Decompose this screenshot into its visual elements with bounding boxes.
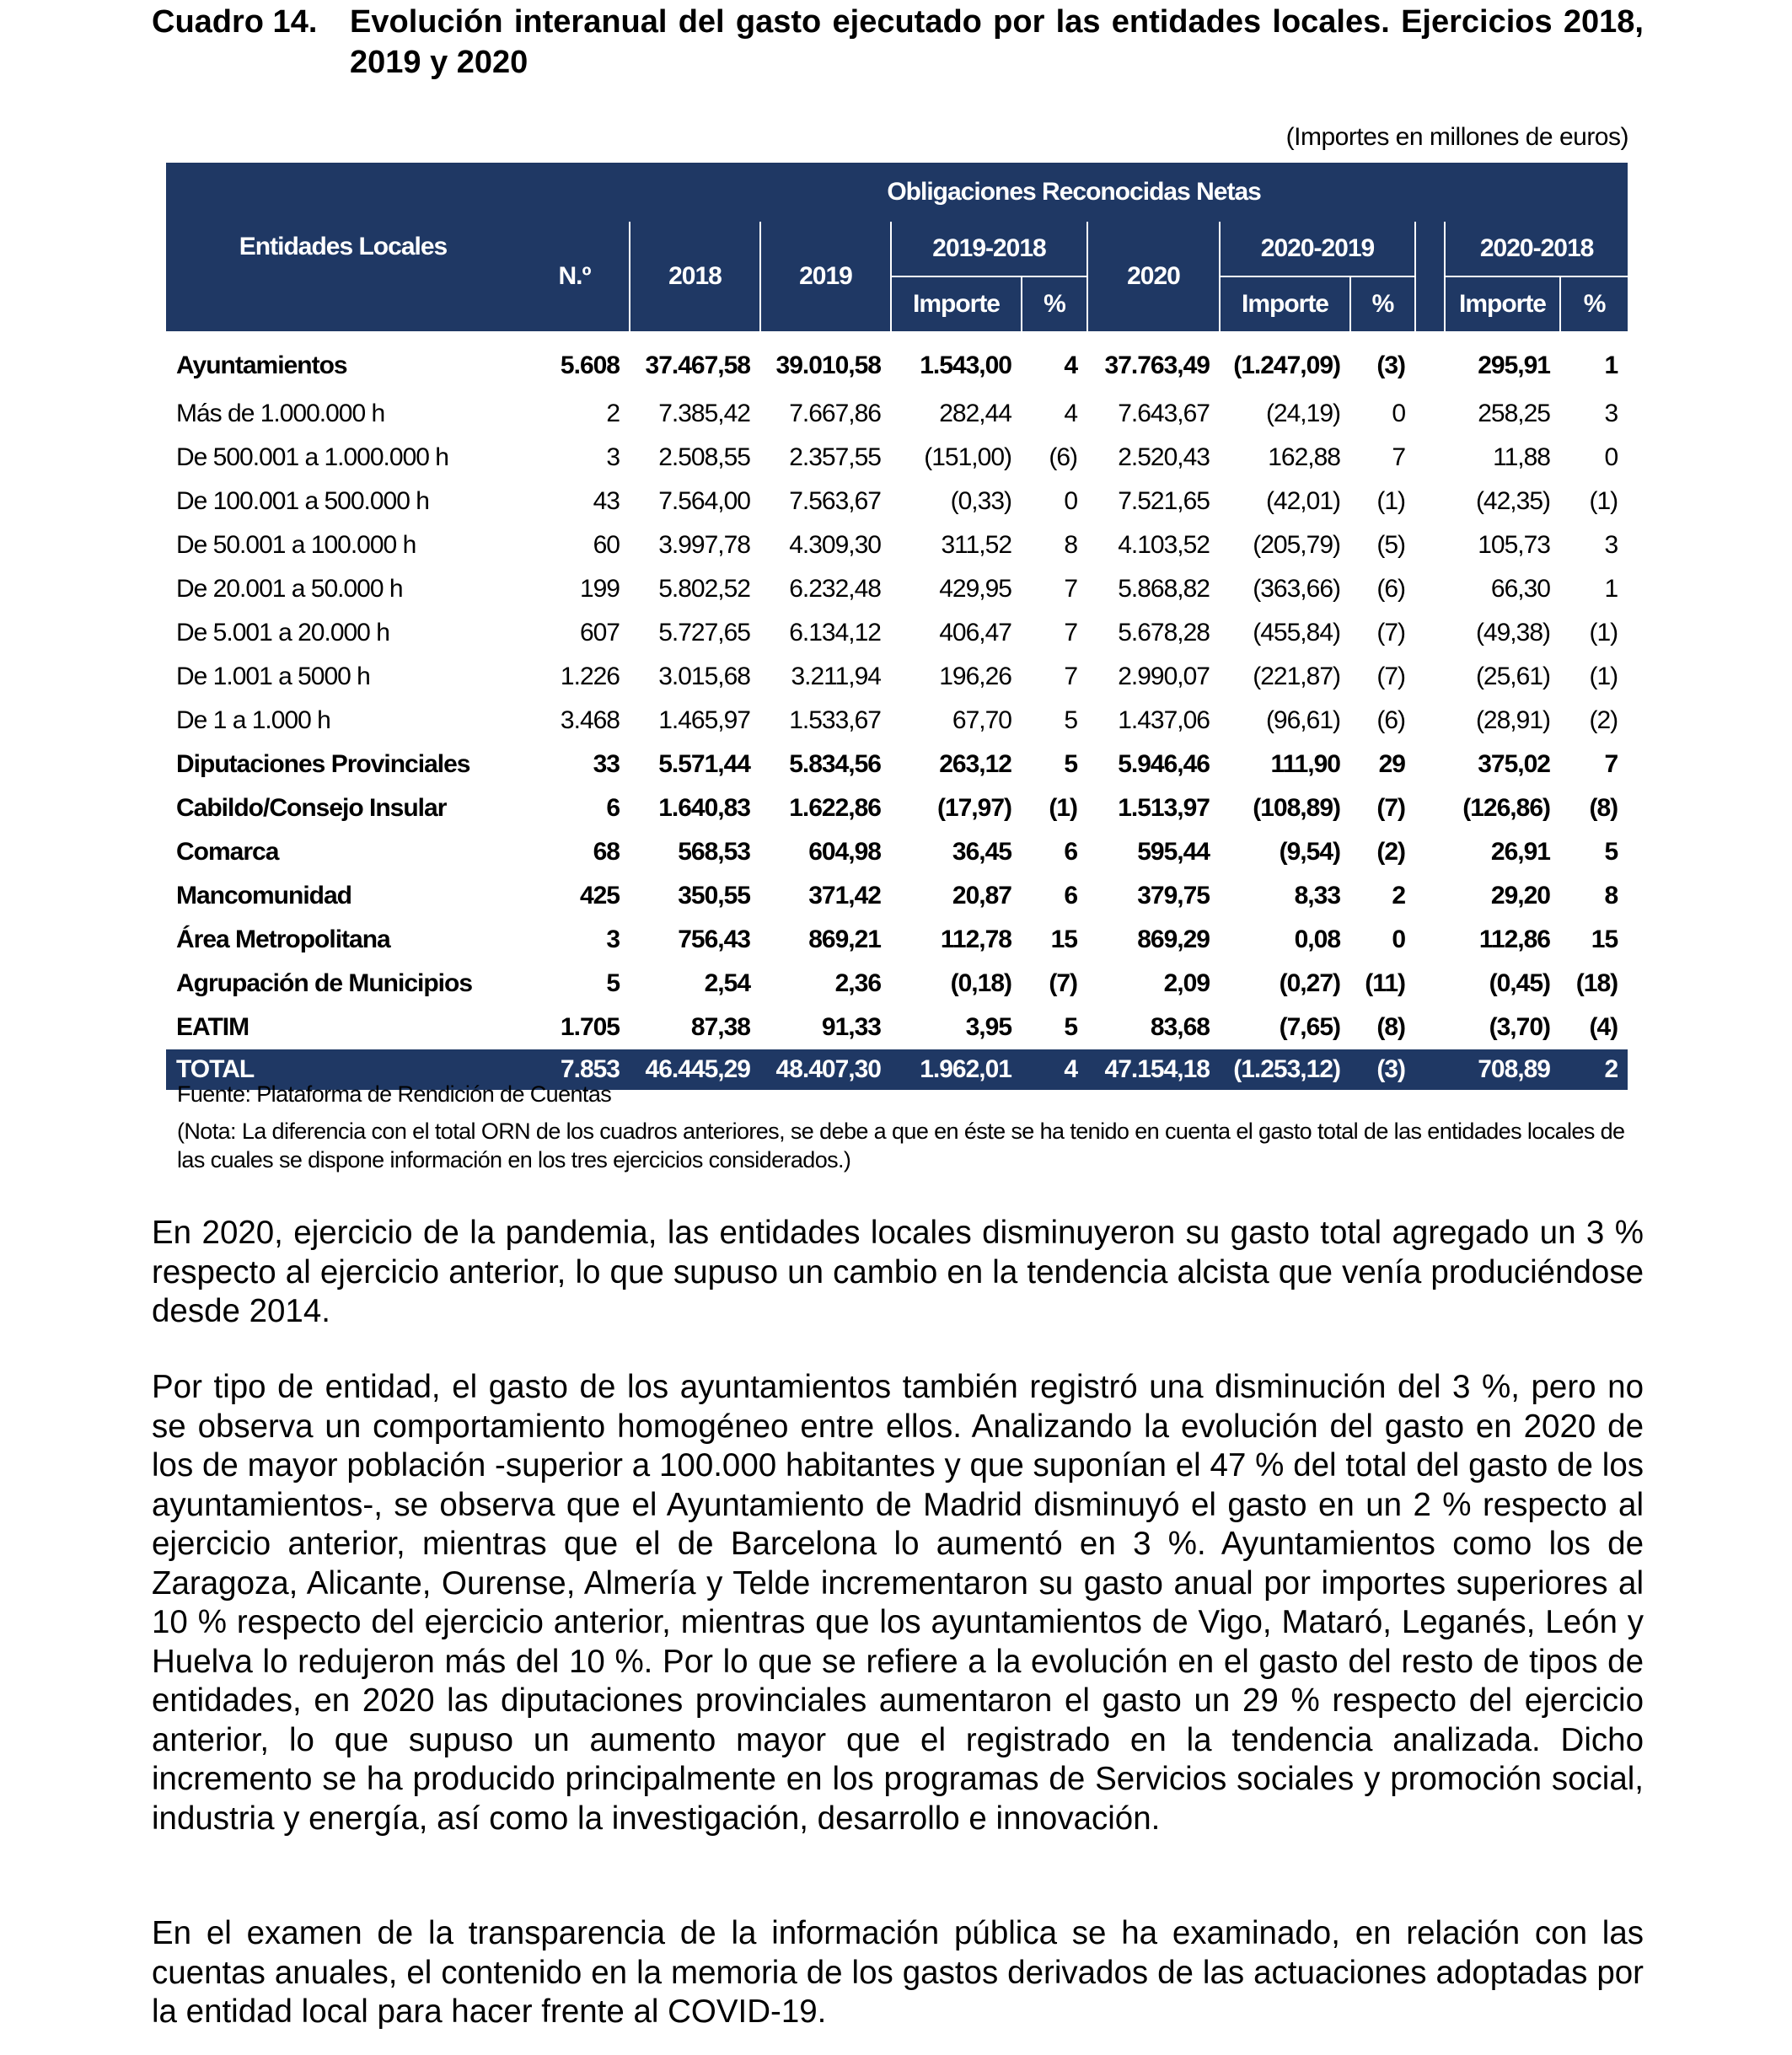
cell-imp-2020-2019: (7,65) bbox=[1279, 1013, 1340, 1041]
cell-2019: 39.010,58 bbox=[775, 351, 881, 379]
cell-entity: TOTAL bbox=[166, 1049, 520, 1090]
header-2019-2018: 2019-2018 bbox=[891, 222, 1087, 276]
cell-imp-2019-2018: 406,47 bbox=[939, 619, 1011, 647]
cell-imp-2020-2018: 29,20 bbox=[1490, 882, 1550, 909]
cell-2019: 48.407,30 bbox=[760, 1049, 891, 1090]
cell-2020: 7.521,65 bbox=[1118, 487, 1210, 515]
table-row bbox=[166, 480, 1628, 523]
cell-pct-2020-2018: (1) bbox=[1589, 487, 1618, 515]
cell-pct-2020-2018: 7 bbox=[1604, 750, 1618, 778]
expense-table bbox=[166, 163, 1628, 1090]
cell-imp-2020-2018: (25,61) bbox=[1475, 663, 1550, 690]
header-pct: % bbox=[1350, 276, 1415, 331]
cell-2018: 350,55 bbox=[678, 882, 750, 909]
cell-pct-2019-2018: (1) bbox=[1049, 794, 1077, 822]
cell-imp-2019-2018: 3,95 bbox=[965, 1013, 1011, 1041]
cell-2019: 2,36 bbox=[834, 969, 881, 997]
cell-2019: 371,42 bbox=[808, 882, 881, 909]
caption-title: Evolución interanual del gasto ejecutado por las entidades locales. Ejercicios 2018, 2019 y 2020 bbox=[350, 4, 1644, 80]
header-importe: Importe bbox=[1445, 276, 1560, 331]
table-row bbox=[166, 436, 1628, 480]
cell-imp-2019-2018: 263,12 bbox=[939, 750, 1011, 778]
cell-pct-2020-2019: (6) bbox=[1376, 575, 1405, 603]
table-row bbox=[166, 611, 1628, 655]
cell-imp-2020-2019: (24,19) bbox=[1265, 400, 1340, 427]
cell-2018: 37.467,58 bbox=[645, 351, 750, 379]
cell-imp-2020-2018: (3,70) bbox=[1489, 1013, 1550, 1041]
cell-pct-2019-2018: 7 bbox=[1064, 619, 1077, 647]
cell-spacer bbox=[1415, 699, 1445, 743]
cell-imp-2019-2018: 112,78 bbox=[940, 926, 1011, 953]
cell-imp-2020-2018: 708,89 bbox=[1445, 1049, 1560, 1090]
cell-imp-2020-2018: (28,91) bbox=[1475, 706, 1550, 734]
header-2018: 2018 bbox=[630, 222, 760, 331]
cell-n: 2 bbox=[606, 400, 620, 427]
cell-n: 3 bbox=[606, 443, 620, 471]
header-2020: 2020 bbox=[1087, 222, 1220, 331]
cell-imp-2019-2018: 429,95 bbox=[939, 575, 1011, 603]
cell-pct-2019-2018: 5 bbox=[1064, 750, 1077, 778]
cell-imp-2020-2018: 112,86 bbox=[1478, 926, 1550, 953]
cell-2020: 1.437,06 bbox=[1118, 706, 1210, 734]
cell-2020: 595,44 bbox=[1137, 838, 1210, 866]
cell-imp-2020-2018: (0,45) bbox=[1489, 969, 1550, 997]
cell-pct-2020-2019: (7) bbox=[1376, 663, 1405, 690]
cell-spacer bbox=[1415, 611, 1445, 655]
cell-2018: 5.571,44 bbox=[658, 750, 750, 778]
cell-pct-2020-2018: 15 bbox=[1591, 926, 1618, 953]
header-entity: Entidades Locales bbox=[166, 163, 520, 331]
cell-entity: Agrupación de Municipios bbox=[176, 969, 473, 997]
cell-pct-2020-2018: 1 bbox=[1604, 575, 1618, 603]
cell-spacer bbox=[1415, 830, 1445, 874]
cell-imp-2020-2019: (221,87) bbox=[1253, 663, 1340, 690]
cell-2018: 7.564,00 bbox=[658, 487, 750, 515]
cell-n: 3.468 bbox=[560, 706, 620, 734]
cell-pct-2019-2018: (6) bbox=[1049, 443, 1077, 471]
cell-spacer bbox=[1415, 918, 1445, 962]
cell-imp-2020-2019: (9,54) bbox=[1279, 838, 1340, 866]
cell-2019: 869,21 bbox=[808, 926, 881, 953]
cell-imp-2019-2018: (151,00) bbox=[924, 443, 1011, 471]
cell-n: 607 bbox=[579, 619, 620, 647]
cell-pct-2019-2018: 7 bbox=[1064, 575, 1077, 603]
cell-imp-2020-2019: (42,01) bbox=[1265, 487, 1340, 515]
cell-pct-2020-2018: (18) bbox=[1575, 969, 1618, 997]
units-note: (Importes en millones de euros) bbox=[1285, 123, 1628, 151]
cell-spacer bbox=[1415, 436, 1445, 480]
caption-number: Cuadro 14. bbox=[152, 4, 318, 40]
cell-imp-2020-2018: 375,02 bbox=[1478, 750, 1550, 778]
table-row bbox=[166, 874, 1628, 918]
cell-pct-2020-2019: (2) bbox=[1376, 838, 1405, 866]
cell-imp-2019-2018: 67,70 bbox=[952, 706, 1011, 734]
header-pct: % bbox=[1022, 276, 1087, 331]
cell-entity: Ayuntamientos bbox=[176, 351, 347, 379]
cell-imp-2020-2018: 295,91 bbox=[1478, 351, 1550, 379]
cell-imp-2020-2019: 8,33 bbox=[1294, 882, 1340, 909]
cell-imp-2019-2018: (0,18) bbox=[950, 969, 1011, 997]
cell-2018: 7.385,42 bbox=[658, 400, 750, 427]
cell-pct-2020-2018: (1) bbox=[1589, 663, 1618, 690]
cell-spacer bbox=[1415, 523, 1445, 567]
header-group: Obligaciones Reconocidas Netas bbox=[520, 163, 1628, 222]
cell-pct-2019-2018: 5 bbox=[1064, 706, 1077, 734]
cell-imp-2020-2019: (455,84) bbox=[1253, 619, 1340, 647]
cell-entity: De 500.001 a 1.000.000 h bbox=[176, 443, 448, 471]
cell-pct-2020-2018: (8) bbox=[1589, 794, 1618, 822]
cell-imp-2020-2019: 111,90 bbox=[1270, 750, 1340, 778]
cell-n: 68 bbox=[593, 838, 620, 866]
cell-2020: 2.520,43 bbox=[1118, 443, 1210, 471]
cell-n: 3 bbox=[606, 926, 620, 953]
cell-2020: 37.763,49 bbox=[1104, 351, 1210, 379]
cell-2020: 5.946,46 bbox=[1118, 750, 1210, 778]
cell-imp-2019-2018: 1.962,01 bbox=[891, 1049, 1022, 1090]
cell-imp-2020-2019: (1.247,09) bbox=[1233, 351, 1340, 379]
cell-entity: EATIM bbox=[176, 1013, 249, 1041]
cell-2018: 1.640,83 bbox=[658, 794, 750, 822]
cell-2018: 46.445,29 bbox=[630, 1049, 760, 1090]
cell-2018: 1.465,97 bbox=[658, 706, 750, 734]
body-paragraph: En 2020, ejercicio de la pandemia, las entidades locales disminuyeron su gasto total agregado un 3 % respecto al ejercicio anterior, lo que supuso un cambio en la tendencia alcista que venía produciéndose desde 2014. bbox=[152, 1215, 1644, 1329]
cell-2019: 6.134,12 bbox=[789, 619, 881, 647]
cell-entity: De 50.001 a 100.000 h bbox=[176, 531, 416, 559]
table-caption bbox=[152, 2, 1644, 83]
cell-pct-2020-2018: 3 bbox=[1604, 531, 1618, 559]
cell-pct-2020-2019: 29 bbox=[1378, 750, 1405, 778]
cell-pct-2020-2019: (7) bbox=[1376, 794, 1405, 822]
cell-pct-2019-2018: 7 bbox=[1064, 663, 1077, 690]
cell-2020: 83,68 bbox=[1150, 1013, 1210, 1041]
cell-n: 1.705 bbox=[560, 1013, 620, 1041]
table-row bbox=[166, 655, 1628, 699]
cell-spacer bbox=[1415, 331, 1445, 392]
table-note: (Nota: La diferencia con el total ORN de los cuadros anteriores, se debe a que en éste se ha tenido en cuenta el gasto total de las entidades locales de las cuales se dispone información en los tres ejercicios considerados.) bbox=[177, 1119, 1625, 1172]
cell-spacer bbox=[1415, 567, 1445, 611]
header-2020-2018: 2020-2018 bbox=[1445, 222, 1628, 276]
table-source: Fuente: Plataforma de Rendición de Cuentas bbox=[177, 1081, 612, 1107]
cell-pct-2020-2018: 3 bbox=[1604, 400, 1618, 427]
cell-imp-2019-2018: 36,45 bbox=[952, 838, 1011, 866]
cell-pct-2020-2018: 5 bbox=[1604, 838, 1618, 866]
cell-pct-2020-2018: (1) bbox=[1589, 619, 1618, 647]
header-importe: Importe bbox=[1220, 276, 1350, 331]
cell-spacer bbox=[1415, 392, 1445, 436]
cell-pct-2020-2019: 0 bbox=[1392, 400, 1405, 427]
cell-pct-2019-2018: 8 bbox=[1064, 531, 1077, 559]
cell-entity: Área Metropolitana bbox=[176, 926, 390, 953]
cell-n: 43 bbox=[593, 487, 620, 515]
cell-pct-2019-2018: 4 bbox=[1064, 351, 1077, 379]
cell-imp-2020-2018: 258,25 bbox=[1478, 400, 1550, 427]
cell-pct-2020-2018: 2 bbox=[1560, 1049, 1628, 1090]
cell-imp-2020-2019: (363,66) bbox=[1253, 575, 1340, 603]
cell-2018: 2.508,55 bbox=[658, 443, 750, 471]
cell-spacer bbox=[1415, 874, 1445, 918]
cell-2019: 3.211,94 bbox=[791, 663, 881, 690]
cell-entity: Diputaciones Provinciales bbox=[176, 750, 470, 778]
cell-pct-2019-2018: 5 bbox=[1064, 1013, 1077, 1041]
cell-2020: 379,75 bbox=[1137, 882, 1210, 909]
body-paragraph: Por tipo de entidad, el gasto de los ayuntamientos también registró una disminución del 3 %, pero no se observa un comportamiento homogéneo entre ellos. Analizando la evolución del gasto en 2020 de los de mayor población -superior a 100.000 habitantes y que suponían el 47 % del total del gasto de los ayuntamientos-, se observa que el Ayuntamiento de Madrid disminuyó el gasto en un 2 % respecto al ejercicio anterior, mientras que el de Barcelona lo aumentó en 3 %. Ayuntamientos como los de Zaragoza, Alicante, Ourense, Almería y Telde incrementaron su gasto anual por importes superiores al 10 % respecto del ejercicio anterior, mientras que los ayuntamientos de Vigo, Mataró, Leganés, León y Huelva lo redujeron más del 10 %. Por lo que se refiere a la evolución en el gasto del resto de tipos de entidades, en 2020 las diputaciones provinciales aumentaron el gasto un 29 % respecto del ejercicio anterior, lo que supuso un aumento mayor que el registrado en la tendencia analizada. Dicho incremento se ha producido principalmente en los programas de Servicios sociales y promoción social, industria y energía, así como la investigación, desarrollo e innovación. bbox=[152, 1369, 1644, 1837]
cell-imp-2020-2019: (0,27) bbox=[1279, 969, 1340, 997]
cell-imp-2020-2018: (49,38) bbox=[1475, 619, 1550, 647]
cell-2018: 568,53 bbox=[678, 838, 750, 866]
cell-entity: De 100.001 a 500.000 h bbox=[176, 487, 429, 515]
cell-2018: 756,43 bbox=[678, 926, 750, 953]
cell-2018: 5.727,65 bbox=[658, 619, 750, 647]
cell-2020: 7.643,67 bbox=[1118, 400, 1210, 427]
cell-n: 60 bbox=[593, 531, 620, 559]
cell-imp-2019-2018: 311,52 bbox=[941, 531, 1011, 559]
table-row bbox=[166, 786, 1628, 830]
cell-2018: 5.802,52 bbox=[658, 575, 750, 603]
header-importe: Importe bbox=[891, 276, 1022, 331]
cell-n: 199 bbox=[579, 575, 620, 603]
cell-pct-2020-2018: 1 bbox=[1604, 351, 1618, 379]
cell-imp-2019-2018: (17,97) bbox=[936, 794, 1011, 822]
cell-pct-2019-2018: (7) bbox=[1049, 969, 1077, 997]
cell-pct-2019-2018: 4 bbox=[1064, 400, 1077, 427]
cell-entity: De 20.001 a 50.000 h bbox=[176, 575, 403, 603]
cell-2019: 2.357,55 bbox=[789, 443, 881, 471]
cell-pct-2020-2019: 0 bbox=[1392, 926, 1405, 953]
cell-2019: 7.667,86 bbox=[789, 400, 881, 427]
cell-pct-2020-2019: 7 bbox=[1392, 443, 1405, 471]
cell-imp-2020-2019: (108,89) bbox=[1253, 794, 1340, 822]
cell-spacer bbox=[1415, 962, 1445, 1006]
cell-2019: 91,33 bbox=[821, 1013, 881, 1041]
table-row bbox=[166, 743, 1628, 786]
cell-imp-2019-2018: 196,26 bbox=[939, 663, 1011, 690]
table-row bbox=[166, 830, 1628, 874]
cell-pct-2020-2019: (7) bbox=[1376, 619, 1405, 647]
table-row bbox=[166, 962, 1628, 1006]
cell-entity: De 1 a 1.000 h bbox=[176, 706, 330, 734]
cell-2019: 6.232,48 bbox=[789, 575, 881, 603]
cell-imp-2020-2018: 26,91 bbox=[1490, 838, 1550, 866]
cell-pct-2020-2018: (4) bbox=[1589, 1013, 1618, 1041]
cell-2019: 5.834,56 bbox=[789, 750, 881, 778]
cell-pct-2020-2019: (3) bbox=[1376, 351, 1405, 379]
cell-pct-2019-2018: 15 bbox=[1050, 926, 1077, 953]
cell-n: 5.608 bbox=[560, 351, 620, 379]
cell-2019: 7.563,67 bbox=[789, 487, 881, 515]
cell-imp-2020-2019: 162,88 bbox=[1268, 443, 1340, 471]
body-paragraph: En el examen de la transparencia de la información pública se ha examinado, en relación con las cuentas anuales, el contenido en la memoria de los gastos derivados de las actuaciones adoptadas por la entidad local para hacer frente al COVID-19. bbox=[152, 1915, 1644, 2030]
cell-entity: Comarca bbox=[176, 838, 279, 866]
cell-n: 1.226 bbox=[560, 663, 620, 690]
cell-2018: 87,38 bbox=[690, 1013, 750, 1041]
cell-2019: 604,98 bbox=[808, 838, 881, 866]
cell-pct-2020-2019: 2 bbox=[1392, 882, 1405, 909]
cell-spacer bbox=[1415, 1006, 1445, 1049]
cell-imp-2020-2019: 0,08 bbox=[1294, 926, 1340, 953]
cell-imp-2020-2019: (205,79) bbox=[1253, 531, 1340, 559]
table-row bbox=[166, 392, 1628, 436]
cell-pct-2020-2019: (11) bbox=[1365, 969, 1405, 997]
cell-2020: 5.868,82 bbox=[1118, 575, 1210, 603]
cell-pct-2020-2019: (6) bbox=[1376, 706, 1405, 734]
header-spacer bbox=[1415, 222, 1445, 331]
cell-2018: 2,54 bbox=[704, 969, 750, 997]
table-row bbox=[166, 1006, 1628, 1049]
table-row bbox=[166, 699, 1628, 743]
cell-imp-2020-2018: (42,35) bbox=[1475, 487, 1550, 515]
cell-2019: 1.533,67 bbox=[789, 706, 881, 734]
cell-2020: 2,09 bbox=[1163, 969, 1210, 997]
table-row bbox=[166, 918, 1628, 962]
cell-2020: 2.990,07 bbox=[1118, 663, 1210, 690]
cell-entity: Cabildo/Consejo Insular bbox=[176, 794, 447, 822]
header-2019: 2019 bbox=[760, 222, 891, 331]
table-row bbox=[166, 523, 1628, 567]
header-2020-2019: 2020-2019 bbox=[1220, 222, 1415, 276]
cell-imp-2020-2019: (96,61) bbox=[1265, 706, 1340, 734]
cell-2020: 4.103,52 bbox=[1118, 531, 1210, 559]
cell-imp-2020-2018: (126,86) bbox=[1462, 794, 1550, 822]
cell-entity: De 1.001 a 5000 h bbox=[176, 663, 370, 690]
cell-entity: Mancomunidad bbox=[176, 882, 352, 909]
cell-pct-2020-2019: (3) bbox=[1350, 1049, 1415, 1090]
cell-spacer bbox=[1415, 786, 1445, 830]
cell-spacer bbox=[1415, 655, 1445, 699]
table-row bbox=[166, 331, 1628, 392]
cell-pct-2019-2018: 0 bbox=[1064, 487, 1077, 515]
cell-2020: 5.678,28 bbox=[1118, 619, 1210, 647]
cell-n: 5 bbox=[606, 969, 620, 997]
cell-pct-2020-2019: (5) bbox=[1376, 531, 1405, 559]
cell-n: 7.853 bbox=[520, 1049, 630, 1090]
cell-imp-2020-2018: 66,30 bbox=[1490, 575, 1550, 603]
cell-2019: 1.622,86 bbox=[789, 794, 881, 822]
cell-entity: De 5.001 a 20.000 h bbox=[176, 619, 389, 647]
cell-spacer bbox=[1415, 743, 1445, 786]
cell-entity: Más de 1.000.000 h bbox=[176, 400, 385, 427]
header-n: N.º bbox=[520, 222, 630, 331]
cell-n: 425 bbox=[579, 882, 620, 909]
table-body bbox=[166, 331, 1628, 1090]
cell-pct-2019-2018: 4 bbox=[1022, 1049, 1087, 1090]
cell-2020: 869,29 bbox=[1137, 926, 1210, 953]
cell-pct-2020-2018: 8 bbox=[1604, 882, 1618, 909]
cell-2018: 3.015,68 bbox=[658, 663, 750, 690]
cell-imp-2020-2019: (1.253,12) bbox=[1220, 1049, 1350, 1090]
cell-2018: 3.997,78 bbox=[658, 531, 750, 559]
cell-pct-2020-2019: (1) bbox=[1376, 487, 1405, 515]
cell-pct-2019-2018: 6 bbox=[1064, 838, 1077, 866]
cell-imp-2019-2018: 20,87 bbox=[952, 882, 1011, 909]
cell-n: 6 bbox=[606, 794, 620, 822]
cell-imp-2020-2018: 11,88 bbox=[1493, 443, 1550, 471]
cell-2020: 1.513,97 bbox=[1118, 794, 1210, 822]
cell-imp-2019-2018: (0,33) bbox=[950, 487, 1011, 515]
cell-spacer bbox=[1415, 480, 1445, 523]
cell-imp-2019-2018: 1.543,00 bbox=[920, 351, 1011, 379]
cell-pct-2020-2018: 0 bbox=[1604, 443, 1618, 471]
cell-2020: 47.154,18 bbox=[1087, 1049, 1220, 1090]
cell-imp-2019-2018: 282,44 bbox=[939, 400, 1011, 427]
header-pct: % bbox=[1560, 276, 1628, 331]
cell-spacer bbox=[1415, 1049, 1445, 1090]
cell-2019: 4.309,30 bbox=[789, 531, 881, 559]
cell-pct-2020-2019: (8) bbox=[1376, 1013, 1405, 1041]
cell-pct-2019-2018: 6 bbox=[1064, 882, 1077, 909]
cell-pct-2020-2018: (2) bbox=[1589, 706, 1618, 734]
cell-n: 33 bbox=[593, 750, 620, 778]
cell-imp-2020-2018: 105,73 bbox=[1478, 531, 1550, 559]
table-row bbox=[166, 567, 1628, 611]
